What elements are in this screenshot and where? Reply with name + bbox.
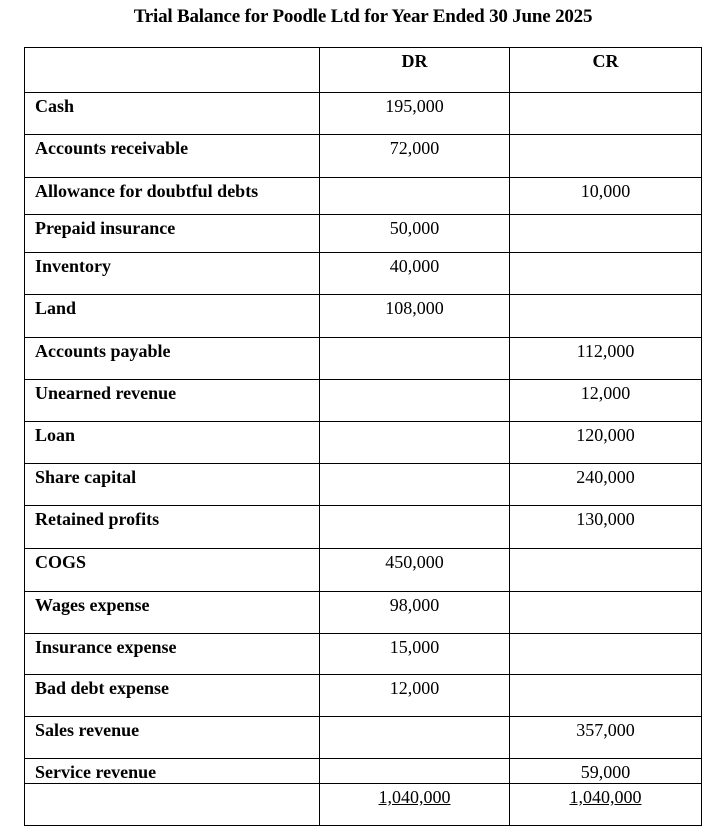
dr-cell: [320, 717, 510, 759]
cr-cell: [510, 592, 702, 634]
page-title: Trial Balance for Poodle Ltd for Year Ended 30 June 2025: [133, 6, 593, 27]
cr-cell: 357,000: [510, 717, 702, 759]
table-row: [25, 338, 702, 380]
account-cell: Accounts payable: [25, 338, 320, 380]
table-row: [25, 135, 702, 178]
dr-cell: 40,000: [320, 253, 510, 295]
dr-cell: 50,000: [320, 215, 510, 253]
header-dr: DR: [320, 48, 510, 93]
account-cell: Retained profits: [25, 506, 320, 549]
cr-cell: [510, 295, 702, 338]
account-cell: Allowance for doubtful debts: [25, 178, 320, 215]
account-cell: Share capital: [25, 464, 320, 506]
account-cell: COGS: [25, 549, 320, 592]
table-row: [25, 634, 702, 675]
account-cell: Service revenue: [25, 759, 320, 784]
table-row: [25, 380, 702, 422]
cr-cell: [510, 93, 702, 135]
total-dr: 1,040,000: [320, 784, 510, 826]
header-account: [25, 48, 320, 93]
dr-cell: [320, 422, 510, 464]
table-row: [25, 422, 702, 464]
cr-cell: 240,000: [510, 464, 702, 506]
header-cr: CR: [510, 48, 702, 93]
table-row: [25, 549, 702, 592]
dr-cell: 15,000: [320, 634, 510, 675]
account-cell: Sales revenue: [25, 717, 320, 759]
cr-cell: 12,000: [510, 380, 702, 422]
dr-cell: [320, 380, 510, 422]
dr-cell: 98,000: [320, 592, 510, 634]
dr-cell: 450,000: [320, 549, 510, 592]
cr-cell: 112,000: [510, 338, 702, 380]
cr-cell: 120,000: [510, 422, 702, 464]
cr-cell: [510, 135, 702, 178]
table-row: [25, 759, 702, 784]
table-body: [25, 93, 702, 784]
account-cell: Unearned revenue: [25, 380, 320, 422]
account-cell: Inventory: [25, 253, 320, 295]
account-cell: Land: [25, 295, 320, 338]
account-cell: Wages expense: [25, 592, 320, 634]
dr-cell: [320, 506, 510, 549]
cr-cell: 59,000: [510, 759, 702, 784]
dr-cell: 72,000: [320, 135, 510, 178]
dr-cell: [320, 464, 510, 506]
dr-cell: 108,000: [320, 295, 510, 338]
table-row: [25, 506, 702, 549]
table-row: [25, 215, 702, 253]
cr-cell: [510, 253, 702, 295]
table-row: [25, 93, 702, 135]
cr-cell: 10,000: [510, 178, 702, 215]
table-row: [25, 464, 702, 506]
table-row: [25, 592, 702, 634]
table-row: [25, 253, 702, 295]
account-cell: Prepaid insurance: [25, 215, 320, 253]
dr-cell: [320, 178, 510, 215]
dr-cell: [320, 759, 510, 784]
total-cr: 1,040,000: [510, 784, 702, 826]
table-row: [25, 717, 702, 759]
account-cell: Insurance expense: [25, 634, 320, 675]
cr-cell: [510, 675, 702, 717]
account-cell: Cash: [25, 93, 320, 135]
dr-cell: [320, 338, 510, 380]
account-cell: Accounts receivable: [25, 135, 320, 178]
table-row: [25, 675, 702, 717]
totals-row: [25, 784, 702, 826]
dr-cell: 195,000: [320, 93, 510, 135]
cr-cell: [510, 215, 702, 253]
table-row: [25, 178, 702, 215]
cr-cell: [510, 549, 702, 592]
cr-cell: [510, 634, 702, 675]
trial-balance-table: [24, 47, 702, 826]
account-cell: Bad debt expense: [25, 675, 320, 717]
totals-label: [25, 784, 320, 826]
table-header-row: [25, 48, 702, 93]
table-row: [25, 295, 702, 338]
account-cell: Loan: [25, 422, 320, 464]
dr-cell: 12,000: [320, 675, 510, 717]
cr-cell: 130,000: [510, 506, 702, 549]
